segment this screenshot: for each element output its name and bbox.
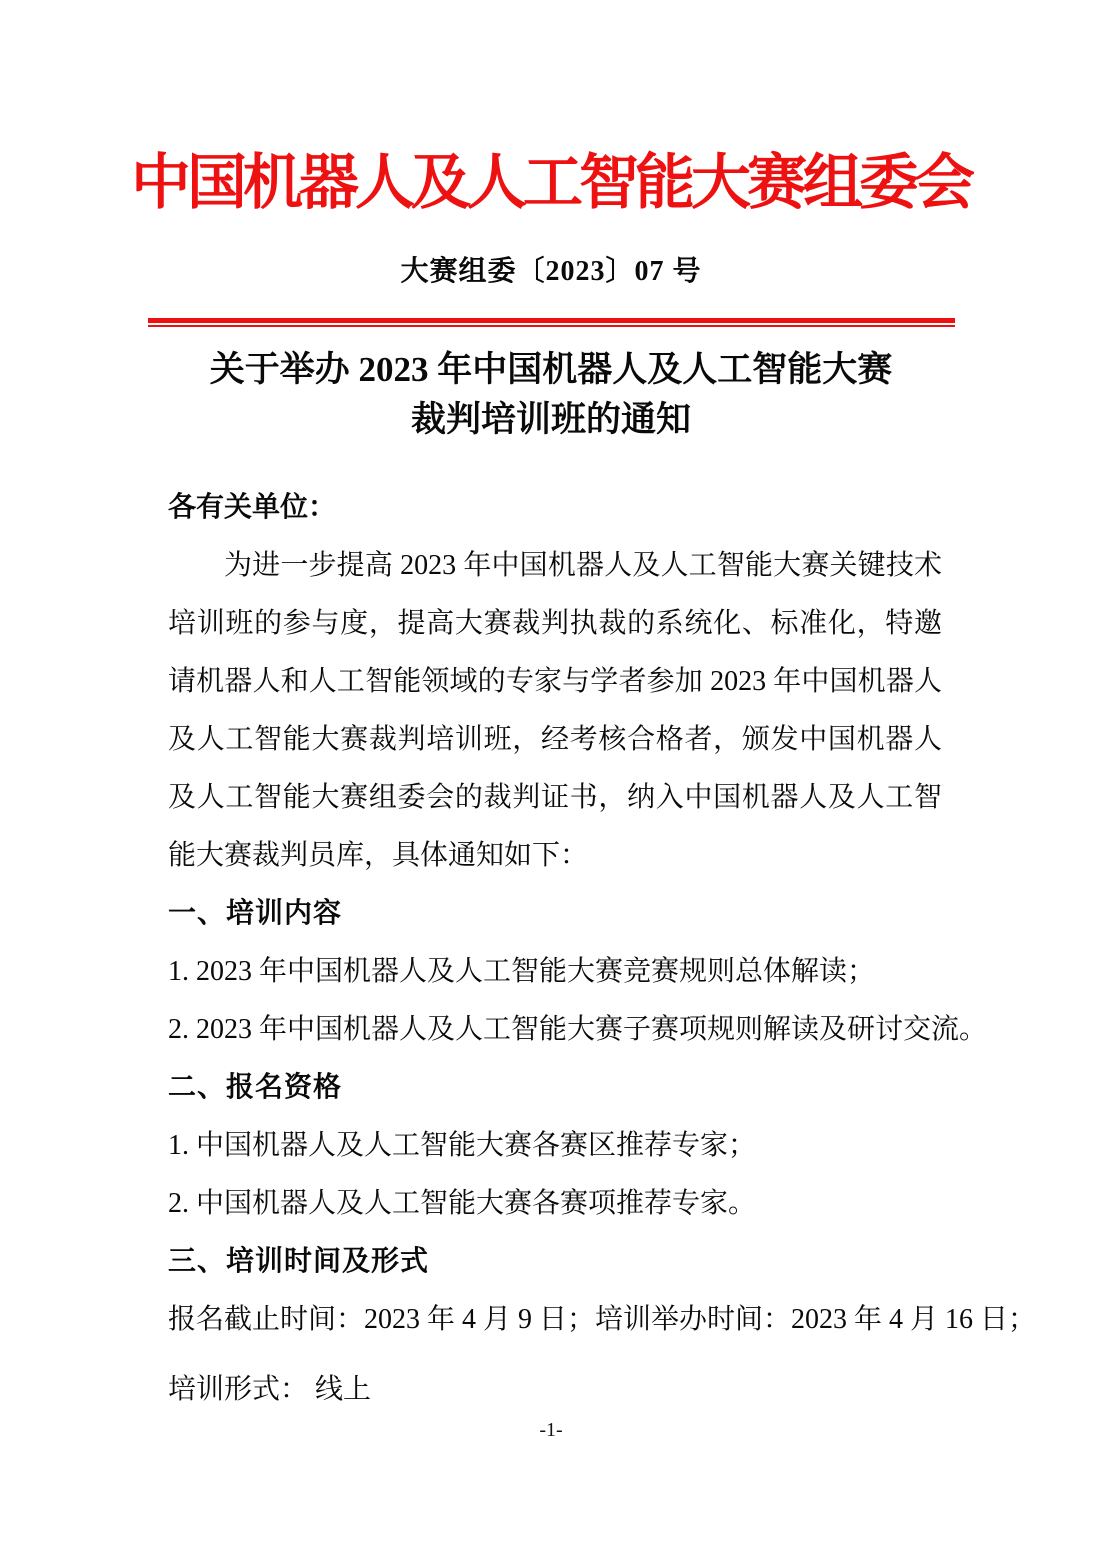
section-2-item-2: 2. 中国机器人及人工智能大赛各赛项推荐专家。 <box>168 1188 757 1219</box>
section-3-format-line: 培训形式： 线上 <box>168 1374 372 1405</box>
doc-number: 大赛组委〔2023〕07 号 <box>400 256 702 287</box>
page-number: -1- <box>539 1419 563 1441</box>
section-1-heading: 一、培训内容 <box>168 898 343 929</box>
section-3-heading: 三、培训时间及形式 <box>168 1246 430 1277</box>
doc-title-line-1: 关于举办 2023 年中国机器人及人工智能大赛 <box>209 350 893 389</box>
intro-paragraph: 为进一步提高 2023 年中国机器人及人工智能大赛关键技术培训班的参与度，提高大赛裁判执裁的系统化、标准化，特邀请机器人和人工智能领域的专家与学者参加 2023 年中国机器人及人工智能大赛裁判培训班，经考核合格者，颁发中国机器人及人工智能大赛组委会的裁判证书，纳入中国机器人及人工智能大赛裁判员库，具体通知如下： <box>168 550 942 871</box>
section-1-item-1: 1. 2023 年中国机器人及人工智能大赛竞赛规则总体解读； <box>168 956 876 987</box>
header-divider-rule <box>148 318 955 327</box>
org-title: 中国机器人及人工智能大赛组委会 <box>131 150 971 216</box>
doc-title <box>0 345 1102 445</box>
section-1-item-2: 2. 2023 年中国机器人及人工智能大赛子赛项规则解读及研讨交流。 <box>168 1014 988 1045</box>
section-2-item-1: 1. 中国机器人及人工智能大赛各赛区推荐专家； <box>168 1130 757 1161</box>
section-2-heading: 二、报名资格 <box>168 1072 343 1103</box>
salutation: 各有关单位： <box>168 492 337 523</box>
document-body <box>168 479 1037 1419</box>
doc-title-line-2: 裁判培训班的通知 <box>410 400 691 439</box>
section-3-deadline-line: 报名截止时间：2023 年 4 月 9 日；培训举办时间：2023 年 4 月 16 日； <box>168 1304 1037 1335</box>
